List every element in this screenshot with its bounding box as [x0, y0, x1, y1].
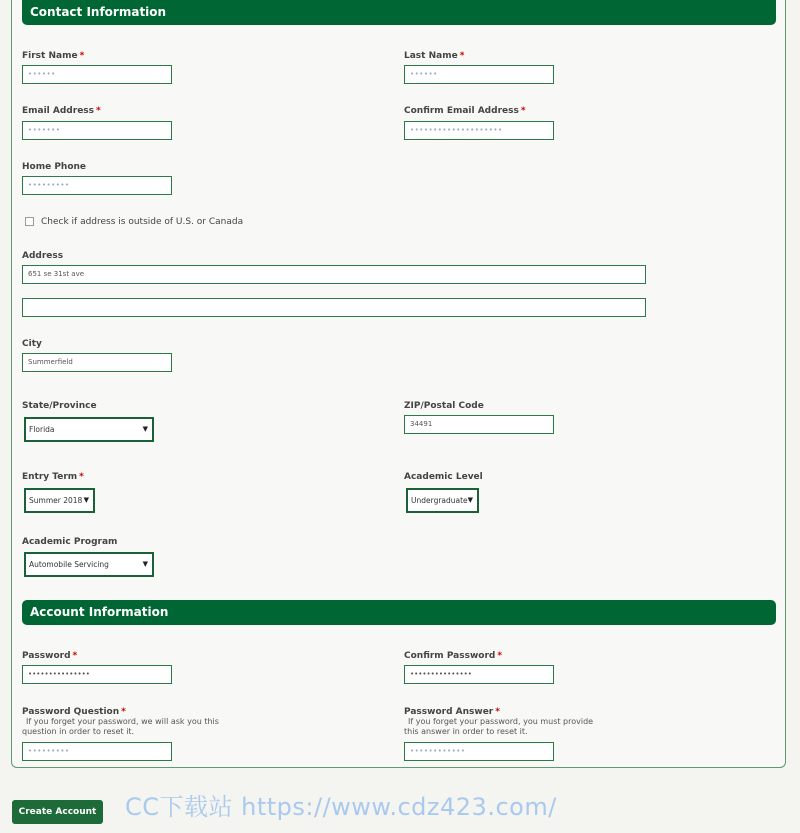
- entry-term-label: Entry Term *: [22, 472, 84, 482]
- form-container: [11, 0, 786, 768]
- password-question-help: If you forget your password, we will ask you this question in order to reset it.: [22, 717, 219, 736]
- outside-us-checkbox[interactable]: [25, 217, 34, 226]
- state-label: State/Province: [22, 401, 97, 411]
- confirm-email-label: Confirm Email Address *: [404, 106, 526, 116]
- password-question-label: Password Question *: [22, 707, 126, 717]
- last-name-input[interactable]: ••••••: [404, 65, 554, 84]
- state-select[interactable]: Florida ▼: [24, 417, 154, 442]
- first-name-label: First Name *: [22, 51, 85, 61]
- zip-input[interactable]: 34491: [404, 415, 554, 434]
- chevron-down-icon: ▼: [83, 496, 89, 504]
- chevron-down-icon: ▼: [142, 560, 148, 568]
- home-phone-input[interactable]: •••••••••: [22, 176, 172, 195]
- chevron-down-icon: ▼: [467, 496, 473, 504]
- entry-term-select[interactable]: Summer 2018 ▼: [24, 488, 95, 513]
- confirm-password-input[interactable]: •••••••••••••••: [404, 665, 554, 684]
- password-answer-help: If you forget your password, you must provide this answer in order to reset it.: [404, 717, 594, 736]
- password-label: Password *: [22, 651, 78, 661]
- academic-program-select[interactable]: Automobile Servicing ▼: [24, 552, 154, 577]
- password-answer-input[interactable]: ••••••••••••: [404, 742, 554, 761]
- create-account-button[interactable]: Create Account: [12, 800, 103, 824]
- chevron-down-icon: ▼: [142, 425, 148, 433]
- address-line1-input[interactable]: 651 se 31st ave: [22, 265, 646, 284]
- first-name-input[interactable]: ••••••: [22, 65, 172, 84]
- confirm-password-label: Confirm Password *: [404, 651, 503, 661]
- address-label: Address: [22, 251, 64, 261]
- password-question-input[interactable]: •••••••••: [22, 742, 172, 761]
- contact-section-title: Contact Information: [30, 5, 167, 19]
- home-phone-label: Home Phone: [22, 162, 87, 172]
- address-line2-input[interactable]: [22, 298, 646, 317]
- academic-level-label: Academic Level: [404, 472, 483, 482]
- city-input[interactable]: Summerfield: [22, 353, 172, 372]
- outside-us-label: Check if address is outside of U.S. or Canada: [41, 217, 244, 227]
- email-input[interactable]: •••••••: [22, 121, 172, 140]
- password-input[interactable]: •••••••••••••••: [22, 665, 172, 684]
- last-name-label: Last Name *: [404, 51, 465, 61]
- contact-section-header: [22, 0, 776, 25]
- academic-level-select[interactable]: Undergraduate ▼: [406, 488, 479, 513]
- city-label: City: [22, 339, 42, 349]
- watermark-text: CC下载站 https://www.cdz423.com/: [125, 793, 557, 821]
- zip-label: ZIP/Postal Code: [404, 401, 484, 411]
- password-answer-label: Password Answer *: [404, 707, 500, 717]
- account-section-header: [22, 600, 776, 625]
- academic-program-label: Academic Program: [22, 537, 118, 547]
- confirm-email-input[interactable]: ••••••••••••••••••••: [404, 121, 554, 140]
- email-label: Email Address *: [22, 106, 101, 116]
- account-section-title: Account Information: [30, 605, 169, 619]
